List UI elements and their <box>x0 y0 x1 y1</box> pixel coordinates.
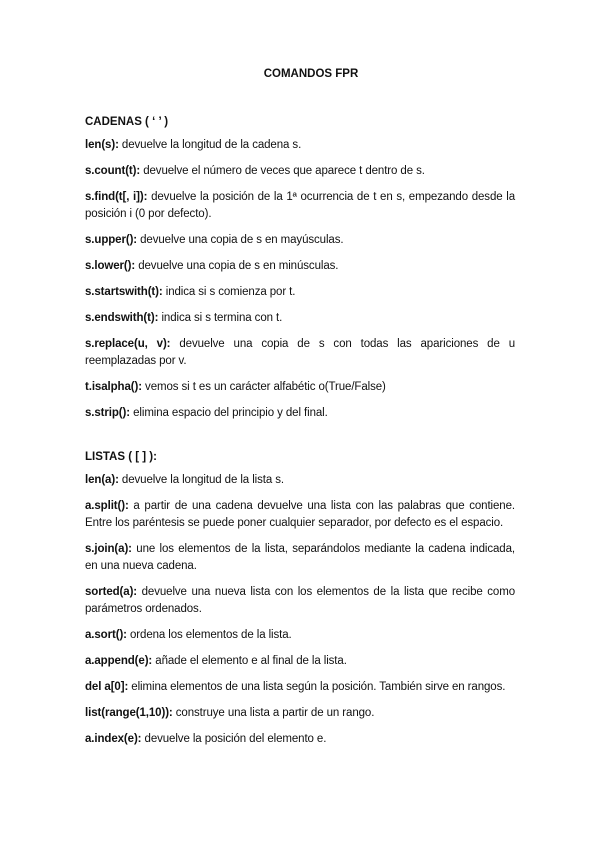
entry-strip <box>85 405 515 422</box>
command-description: elimina espacio del principio y del final. <box>130 407 328 419</box>
section-cadenas <box>85 116 515 422</box>
command-description: añade el elemento e al final de la lista. <box>152 655 347 667</box>
command-description: devuelve la longitud de la cadena s. <box>118 139 302 151</box>
command-description: ordena los elementos de la lista. <box>126 629 292 641</box>
command-description: elimina elementos de una lista según la posición. También sirve en rangos. <box>128 681 506 693</box>
command-name: a.index(e): <box>85 733 142 745</box>
entry-len-a <box>85 472 515 489</box>
command-description: devuelve el número de veces que aparece t dentro de s. <box>140 165 425 177</box>
section-heading: CADENAS ( ‘ ’ ) <box>85 116 169 128</box>
command-name: a.sort(): <box>85 629 127 641</box>
command-name: s.count(t): <box>85 165 141 177</box>
entry-sorted <box>85 584 515 618</box>
entry-endswith <box>85 310 515 327</box>
section-spacer <box>85 431 515 451</box>
command-name: s.upper(): <box>85 234 138 246</box>
command-description: devuelve una copia de s con todas las apariciones de u reemplazadas por v. <box>85 338 515 367</box>
entry-len-s <box>85 137 515 154</box>
entry-join <box>85 541 515 575</box>
entry-count <box>85 163 515 180</box>
command-name: s.startswith(t): <box>85 286 163 298</box>
entry-find <box>85 189 515 223</box>
command-description: devuelve una copia de s en mayúsculas. <box>137 234 344 246</box>
entry-upper <box>85 232 515 249</box>
entry-index <box>85 731 515 748</box>
entry-lower <box>85 258 515 275</box>
command-name: a.split(): <box>85 500 129 512</box>
command-name: len(s): <box>85 139 119 151</box>
section-heading: LISTAS ( [ ] ): <box>85 451 157 463</box>
command-description: indica si s termina con t. <box>158 312 283 324</box>
document-title: COMANDOS FPR <box>263 68 359 80</box>
command-name: a.append(e): <box>85 655 153 667</box>
entry-sort <box>85 627 515 644</box>
command-description: devuelve la posición de la 1ª ocurrencia de t en s, empezando desde la posición i (0 por defecto). <box>85 191 515 220</box>
command-name: s.endswith(t): <box>85 312 159 324</box>
section-listas <box>85 451 515 748</box>
command-name: s.join(a): <box>85 543 132 555</box>
entry-list-range <box>85 705 515 722</box>
entry-append <box>85 653 515 670</box>
command-name: list(range(1,10)): <box>85 707 173 719</box>
command-name: t.isalpha(): <box>85 381 142 393</box>
command-description: une los elementos de la lista, separándolos mediante la cadena indicada, en una nueva cadena. <box>85 543 515 572</box>
command-description: devuelve una nueva lista con los elementos de la lista que recibe como parámetros ordenados. <box>85 586 515 615</box>
command-description: devuelve la longitud de la lista s. <box>118 474 284 486</box>
command-name: sorted(a): <box>85 586 138 598</box>
command-name: s.lower(): <box>85 260 136 272</box>
command-description: construye una lista a partir de un rango. <box>172 707 375 719</box>
command-name: del a[0]: <box>85 681 129 693</box>
entry-split <box>85 498 515 532</box>
entry-replace <box>85 336 515 370</box>
command-description: devuelve la posición del elemento e. <box>141 733 327 745</box>
command-name: s.find(t[, i]): <box>85 191 148 203</box>
command-description: vemos si t es un carácter alfabétic o(True/False) <box>141 381 386 393</box>
command-description: a partir de una cadena devuelve una lista con las palabras que contiene. Entre los paréntesis se puede poner cualquier separador, por defecto es el espacio. <box>85 500 515 529</box>
entry-startswith <box>85 284 515 301</box>
command-description: devuelve una copia de s en minúsculas. <box>135 260 339 272</box>
command-name: s.strip(): <box>85 407 131 419</box>
command-name: s.replace(u, v): <box>85 338 171 350</box>
entry-isalpha <box>85 379 515 396</box>
command-name: len(a): <box>85 474 119 486</box>
command-description: indica si s comienza por t. <box>162 286 296 298</box>
entry-del <box>85 679 515 696</box>
